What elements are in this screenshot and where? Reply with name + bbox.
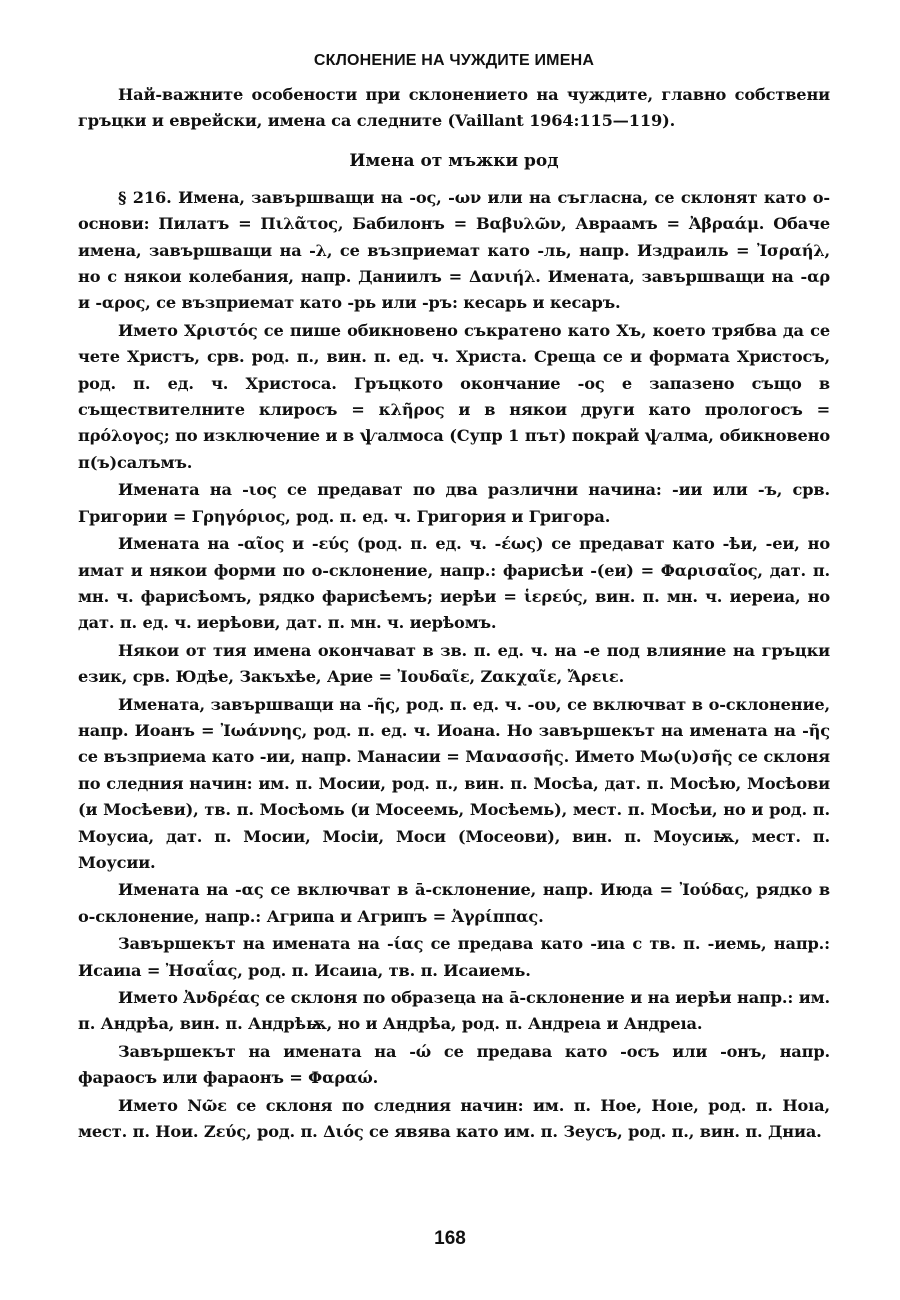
paragraph-es: Имената, завършващи на -ῆς, род. п. ед. ч. -ου, се включват в o-склонение, напр. Иоанъ = Ἰωάννης, род. п. ед. ч. Иоана. Но завършекът на имената на -ῆς се възприема като -ии, напр. Манасии = Μανασσῆς. Името Μω(υ)σῆς се склоня по следния начин: им. п. Мосии, род. п., вин. п. Мосѣа, дат. п. Мосѣю, Мосѣови (и Мосѣеви), тв. п. Мосѣомь (и Мосеемь, Мосѣемь), мест. п. Мосѣи, но и род. п. Моусиа, дат. п. Мосии, Мосіи, Моси (Мосеови), вин. п. Моусиѭ, мест. п. Моусии. (78, 694, 830, 872)
chapter-heading: СКЛОНЕНИЕ НА ЧУЖДИТЕ ИМЕНА (313, 52, 595, 69)
paragraph-christos: Името Χριστός се пише обикновено съкратено като Хъ, което трябва да се чете Христъ, срв. род. п., вин. п. ед. ч. Христа. Среща се и формата Христосъ, род. п. ед. ч. Христоса. Гръцкото окончание -ος е запазено също в съществителните клиросъ = κλῆρος и в някои други като прологосъ = πρόλογος; по изключение и в ѱалмоса (Супр 1 път) покрай ѱалма, обикновено п(ъ)салъмъ. (78, 320, 830, 472)
paragraph-aios: Имената на -αῖος и -εύς (род. п. ед. ч. -έως) се предават като -ѣи, -еи, но имат и някои форми по o-склонение, напр.: фарисѣи -(еи) = Φαρισαῖος, дат. п. мн. ч. фарисѣомъ, рядко фарисѣемъ; иерѣи = ἱερεύς, вин. п. мн. ч. иереиа, но дат. п. ед. ч. иерѣови, дат. п. мн. ч. иерѣомъ. (78, 534, 830, 633)
paragraph-ios: Имената на -ιος се предават по два различни начина: -ии или -ъ, срв. Григории = Γρηγόριος, род. п. ед. ч. Григория и Григора. (78, 480, 830, 526)
document-page (78, 52, 830, 1145)
paragraph-noe: Името Nῶε се склоня по следния начин: им. п. Ное, Ноıе, род. п. Ноıа, мест. п. Нои. Ζεύς, род. п. Διός се явява като им. п. Зеусъ, род. п., вин. п. Дниа. (78, 1095, 830, 1142)
intro-paragraph: Най-важните особености при склонението на чуждите, главно собствени гръцки и еврейски, имена са следните (Vaillant 1964:115—119). (78, 85, 830, 131)
paragraph-vocative: Някои от тия имена окончават в зв. п. ед. ч. на -е под влияние на гръцки език, срв. Юдѣе, Закъхѣе, Арие = Ἰουδαῖε, Ζακχαῖε, Ἄρειε. (78, 640, 830, 687)
paragraph-o: Завършекът на имената на -ώ се предава като -осъ или -онъ, напр. фараосъ или фараонъ = Φαραώ. (78, 1041, 830, 1088)
paragraph-ias: Завършекът на имената на -ίας се предава като -иıа с тв. п. -иемь, напр.: Исаиıа = Ἠσαΐας, род. п. Исаиıа, тв. п. Исаиемь. (78, 934, 830, 980)
paragraph-andreas: Името Ἀνδρέας се склоня по образеца на ā-склонение и на иерѣи напр.: им. п. Андрѣа, вин. п. Андрѣѭ, но и Андрѣа, род. п. Андреıа и Андреıа. (78, 988, 830, 1034)
section-heading: Имена от мъжки род (349, 150, 559, 171)
paragraph-216: § 216. Имена, завършващи на -ος, -ων или на съгласна, се склонят като o-основи: Пилатъ = Πιλᾶτος, Бабилонъ = Βαβυλῶν, Авраамъ = Ἀβραάμ. Обаче имена, завършващи на -λ, се възприемат като -ль, напр. Издраиль = Ἰσραήλ, но с някои колебания, напр. Даниилъ = Δανιήλ. Имената, завършващи на -αρ и -αρος, се възприемат като -рь или -ръ: кесарь и кесаръ. (78, 187, 830, 313)
paragraph-as: Имената на -ας се включват в ā-склонение, напр. Июда = Ἰούδας, рядко в o-склонение, напр.: Агрипа и Агрипъ = Ἀγρίππας. (78, 880, 830, 926)
page-number: 168 (434, 1228, 466, 1249)
